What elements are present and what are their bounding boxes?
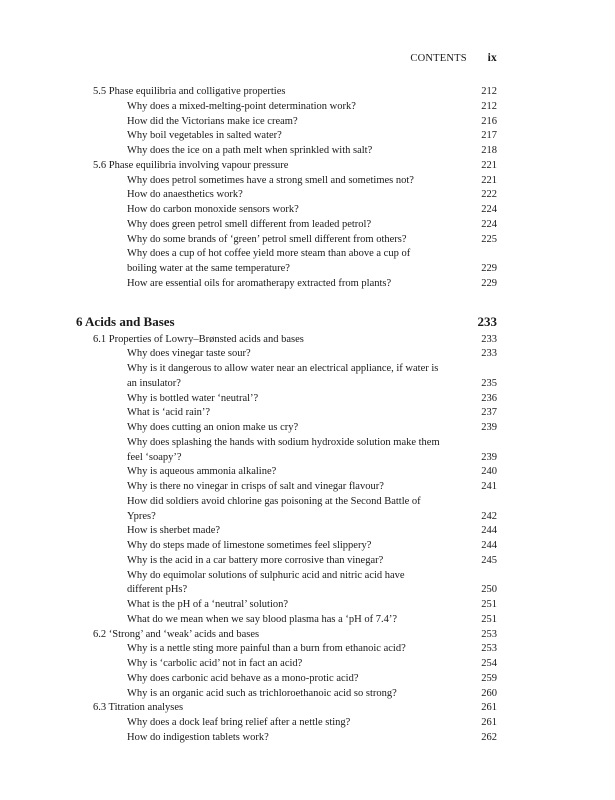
toc-section: [0, 158, 615, 173]
toc-entry-page: 233: [481, 333, 497, 345]
toc-entry-title: Ypres?: [127, 510, 156, 522]
toc-entry-page: 251: [481, 599, 497, 610]
toc-entry-title: Why do some brands of ‘green’ petrol smell different from others?: [127, 233, 407, 245]
toc-entry-title: Why is bottled water ‘neutral’?: [127, 392, 259, 404]
toc-entry-page: 236: [481, 392, 497, 404]
toc-entry: [0, 435, 615, 450]
toc-entry-title: boiling water at the same temperature?: [127, 263, 290, 274]
toc-entry-title: Why does the ice on a path melt when sprinkled with salt?: [127, 145, 373, 156]
toc-entry-page: 242: [481, 510, 497, 522]
toc-entry-title: Why does a mixed-melting-point determination work?: [127, 100, 356, 112]
toc-entry-title: Why does vinegar taste sour?: [127, 348, 251, 360]
toc-entry-page: 253: [481, 643, 497, 655]
toc-entry-title: 5.5 Phase equilibria and colligative properties: [93, 86, 286, 97]
toc-entry-page: 212: [481, 86, 497, 97]
toc-entry: [0, 509, 615, 524]
toc-entry-title: Why is there no vinegar in crisps of salt and vinegar flavour?: [127, 481, 384, 492]
toc-entry-title: an insulator?: [127, 377, 181, 389]
toc-entry: [0, 99, 615, 114]
toc-entry-title: feel ‘soapy’?: [127, 451, 182, 463]
running-header-title: CONTENTS: [410, 53, 467, 64]
toc-entry-title: 6.1 Properties of Lowry–Brønsted acids and bases: [93, 333, 304, 345]
toc-entry-page: 251: [481, 613, 497, 625]
toc-entry: [0, 376, 615, 391]
toc-entry-page: 225: [481, 233, 497, 245]
toc-entry-page: 245: [481, 554, 497, 566]
toc-entry-title: Why does a cup of hot coffee yield more steam than above a cup of: [127, 248, 411, 260]
toc-entry: [0, 128, 615, 143]
toc-entry-title: Why is ‘carbolic acid’ not in fact an acid?: [127, 658, 303, 669]
toc-entry-page: 244: [481, 540, 497, 551]
toc-entry-page: 229: [481, 277, 497, 289]
toc-entry: [0, 582, 615, 597]
toc-entry: [0, 391, 615, 406]
toc-entry: [0, 523, 615, 538]
toc-section: [0, 84, 615, 99]
toc-entry: [0, 656, 615, 671]
toc-entry: [0, 686, 615, 701]
toc-entry-page: 221: [481, 159, 497, 171]
toc-entry-title: How is sherbet made?: [127, 525, 221, 537]
toc-entry: [0, 276, 615, 291]
toc-entry-page: 239: [481, 451, 497, 463]
toc-entry-page: 261: [481, 702, 497, 714]
toc-entry: [0, 261, 615, 276]
toc-entry-title: Why does petrol sometimes have a strong smell and sometimes not?: [127, 174, 414, 186]
toc-entry: [0, 361, 615, 376]
toc-entry: [0, 730, 615, 745]
toc-entry-title: different pHs?: [127, 584, 188, 596]
toc-section: [0, 627, 615, 642]
toc-entry: [0, 202, 615, 217]
toc-entry-title: What do we mean when we say blood plasma has a ‘pH of 7.4’?: [127, 613, 398, 625]
toc-entry-page: 241: [481, 481, 497, 492]
toc-entry-page: 250: [481, 584, 497, 596]
toc-entry-page: 233: [481, 348, 497, 360]
toc-entry: [0, 405, 615, 420]
toc-entry-page: 218: [481, 145, 497, 156]
toc-entry-page: 216: [481, 115, 497, 127]
toc-entry-page: 254: [481, 658, 497, 669]
toc-entry-title: Why is a nettle sting more painful than a burn from ethanoic acid?: [127, 643, 406, 655]
toc-entry-title: 6.3 Titration analyses: [93, 702, 184, 714]
toc-entry-page: 259: [481, 672, 497, 684]
page-number: ix: [487, 52, 497, 64]
page-header: [0, 52, 497, 64]
toc-entry-page: 240: [481, 466, 497, 478]
toc-entry-title: Why does cutting an onion make us cry?: [127, 422, 299, 433]
toc-entry: [0, 420, 615, 435]
toc-entry-page: 224: [481, 204, 497, 215]
toc-entry: [0, 479, 615, 494]
toc-entry-page: 222: [481, 189, 497, 201]
toc-entry-page: 212: [481, 100, 497, 112]
toc-entry: [0, 346, 615, 361]
toc-entry-title: How do indigestion tablets work?: [127, 731, 269, 743]
toc-entry: [0, 715, 615, 730]
toc-entry-title: Why does green petrol smell different from leaded petrol?: [127, 218, 372, 230]
toc-entry-page: 235: [481, 377, 497, 389]
toc-entry: [0, 538, 615, 553]
toc-entry-title: How do carbon monoxide sensors work?: [127, 204, 299, 215]
toc-entry: [0, 671, 615, 686]
toc-entry: [0, 568, 615, 583]
toc-entry-title: Why does a dock leaf bring relief after a nettle sting?: [127, 717, 351, 728]
toc-entry-title: Why boil vegetables in salted water?: [127, 130, 282, 142]
toc-entry-page: 262: [481, 731, 497, 743]
toc-entry: [0, 114, 615, 129]
toc-entry-page: 253: [481, 628, 497, 640]
toc-chapter: [0, 313, 615, 331]
toc-entry: [0, 612, 615, 627]
toc-entry: [0, 450, 615, 465]
toc-entry: [0, 597, 615, 612]
toc-entry-title: Why does splashing the hands with sodium hydroxide solution make them: [127, 436, 440, 448]
toc-entry: [0, 217, 615, 232]
toc-entry-title: 5.6 Phase equilibria involving vapour pressure: [93, 159, 289, 171]
toc-section: [0, 700, 615, 715]
toc-section: [0, 332, 615, 347]
toc-entry-title: 6 Acids and Bases: [76, 313, 175, 329]
toc-entry-title: Why does carbonic acid behave as a mono-protic acid?: [127, 672, 359, 684]
toc-entry: [0, 143, 615, 158]
toc-entry-page: 217: [481, 130, 497, 142]
toc-entry: [0, 173, 615, 188]
toc-entry-title: Why is the acid in a car battery more corrosive than vinegar?: [127, 554, 384, 566]
toc-entry-page: 224: [481, 218, 497, 230]
toc-entry-page: 261: [481, 717, 497, 728]
toc-entry: [0, 553, 615, 568]
toc-entry-page: 260: [481, 687, 497, 699]
toc-entry: [0, 464, 615, 479]
toc-entry-page: 237: [481, 407, 497, 419]
toc-entry-title: How are essential oils for aromatherapy extracted from plants?: [127, 277, 392, 289]
toc-entry-page: 233: [477, 313, 497, 329]
toc-entry: [0, 246, 615, 261]
toc-entry: [0, 641, 615, 656]
toc-entry-title: How did soldiers avoid chlorine gas poisoning at the Second Battle of: [127, 495, 421, 507]
toc-entry-title: Why do equimolar solutions of sulphuric acid and nitric acid have: [127, 569, 405, 581]
toc-entry-page: 239: [481, 422, 497, 433]
toc-entry-title: Why is aqueous ammonia alkaline?: [127, 466, 277, 478]
toc-entry-page: 221: [481, 174, 497, 186]
toc-entry-title: 6.2 ‘Strong’ and ‘weak’ acids and bases: [93, 628, 260, 640]
toc-entry-title: Why is an organic acid such as trichloroethanoic acid so strong?: [127, 687, 397, 699]
toc-entry-title: What is ‘acid rain’?: [127, 407, 211, 419]
toc-entry: [0, 232, 615, 247]
toc-entry: [0, 494, 615, 509]
toc-entry-page: 244: [481, 525, 497, 537]
toc-entry-title: What is the pH of a ‘neutral’ solution?: [127, 599, 289, 610]
toc-entry-title: How do anaesthetics work?: [127, 189, 243, 201]
toc-entry-page: 229: [481, 263, 497, 274]
toc-entry-title: How did the Victorians make ice cream?: [127, 115, 298, 127]
toc-entry-title: Why do steps made of limestone sometimes feel slippery?: [127, 540, 372, 551]
toc-entry-title: Why is it dangerous to allow water near an electrical appliance, if water is: [127, 363, 439, 374]
toc-entry: [0, 187, 615, 202]
